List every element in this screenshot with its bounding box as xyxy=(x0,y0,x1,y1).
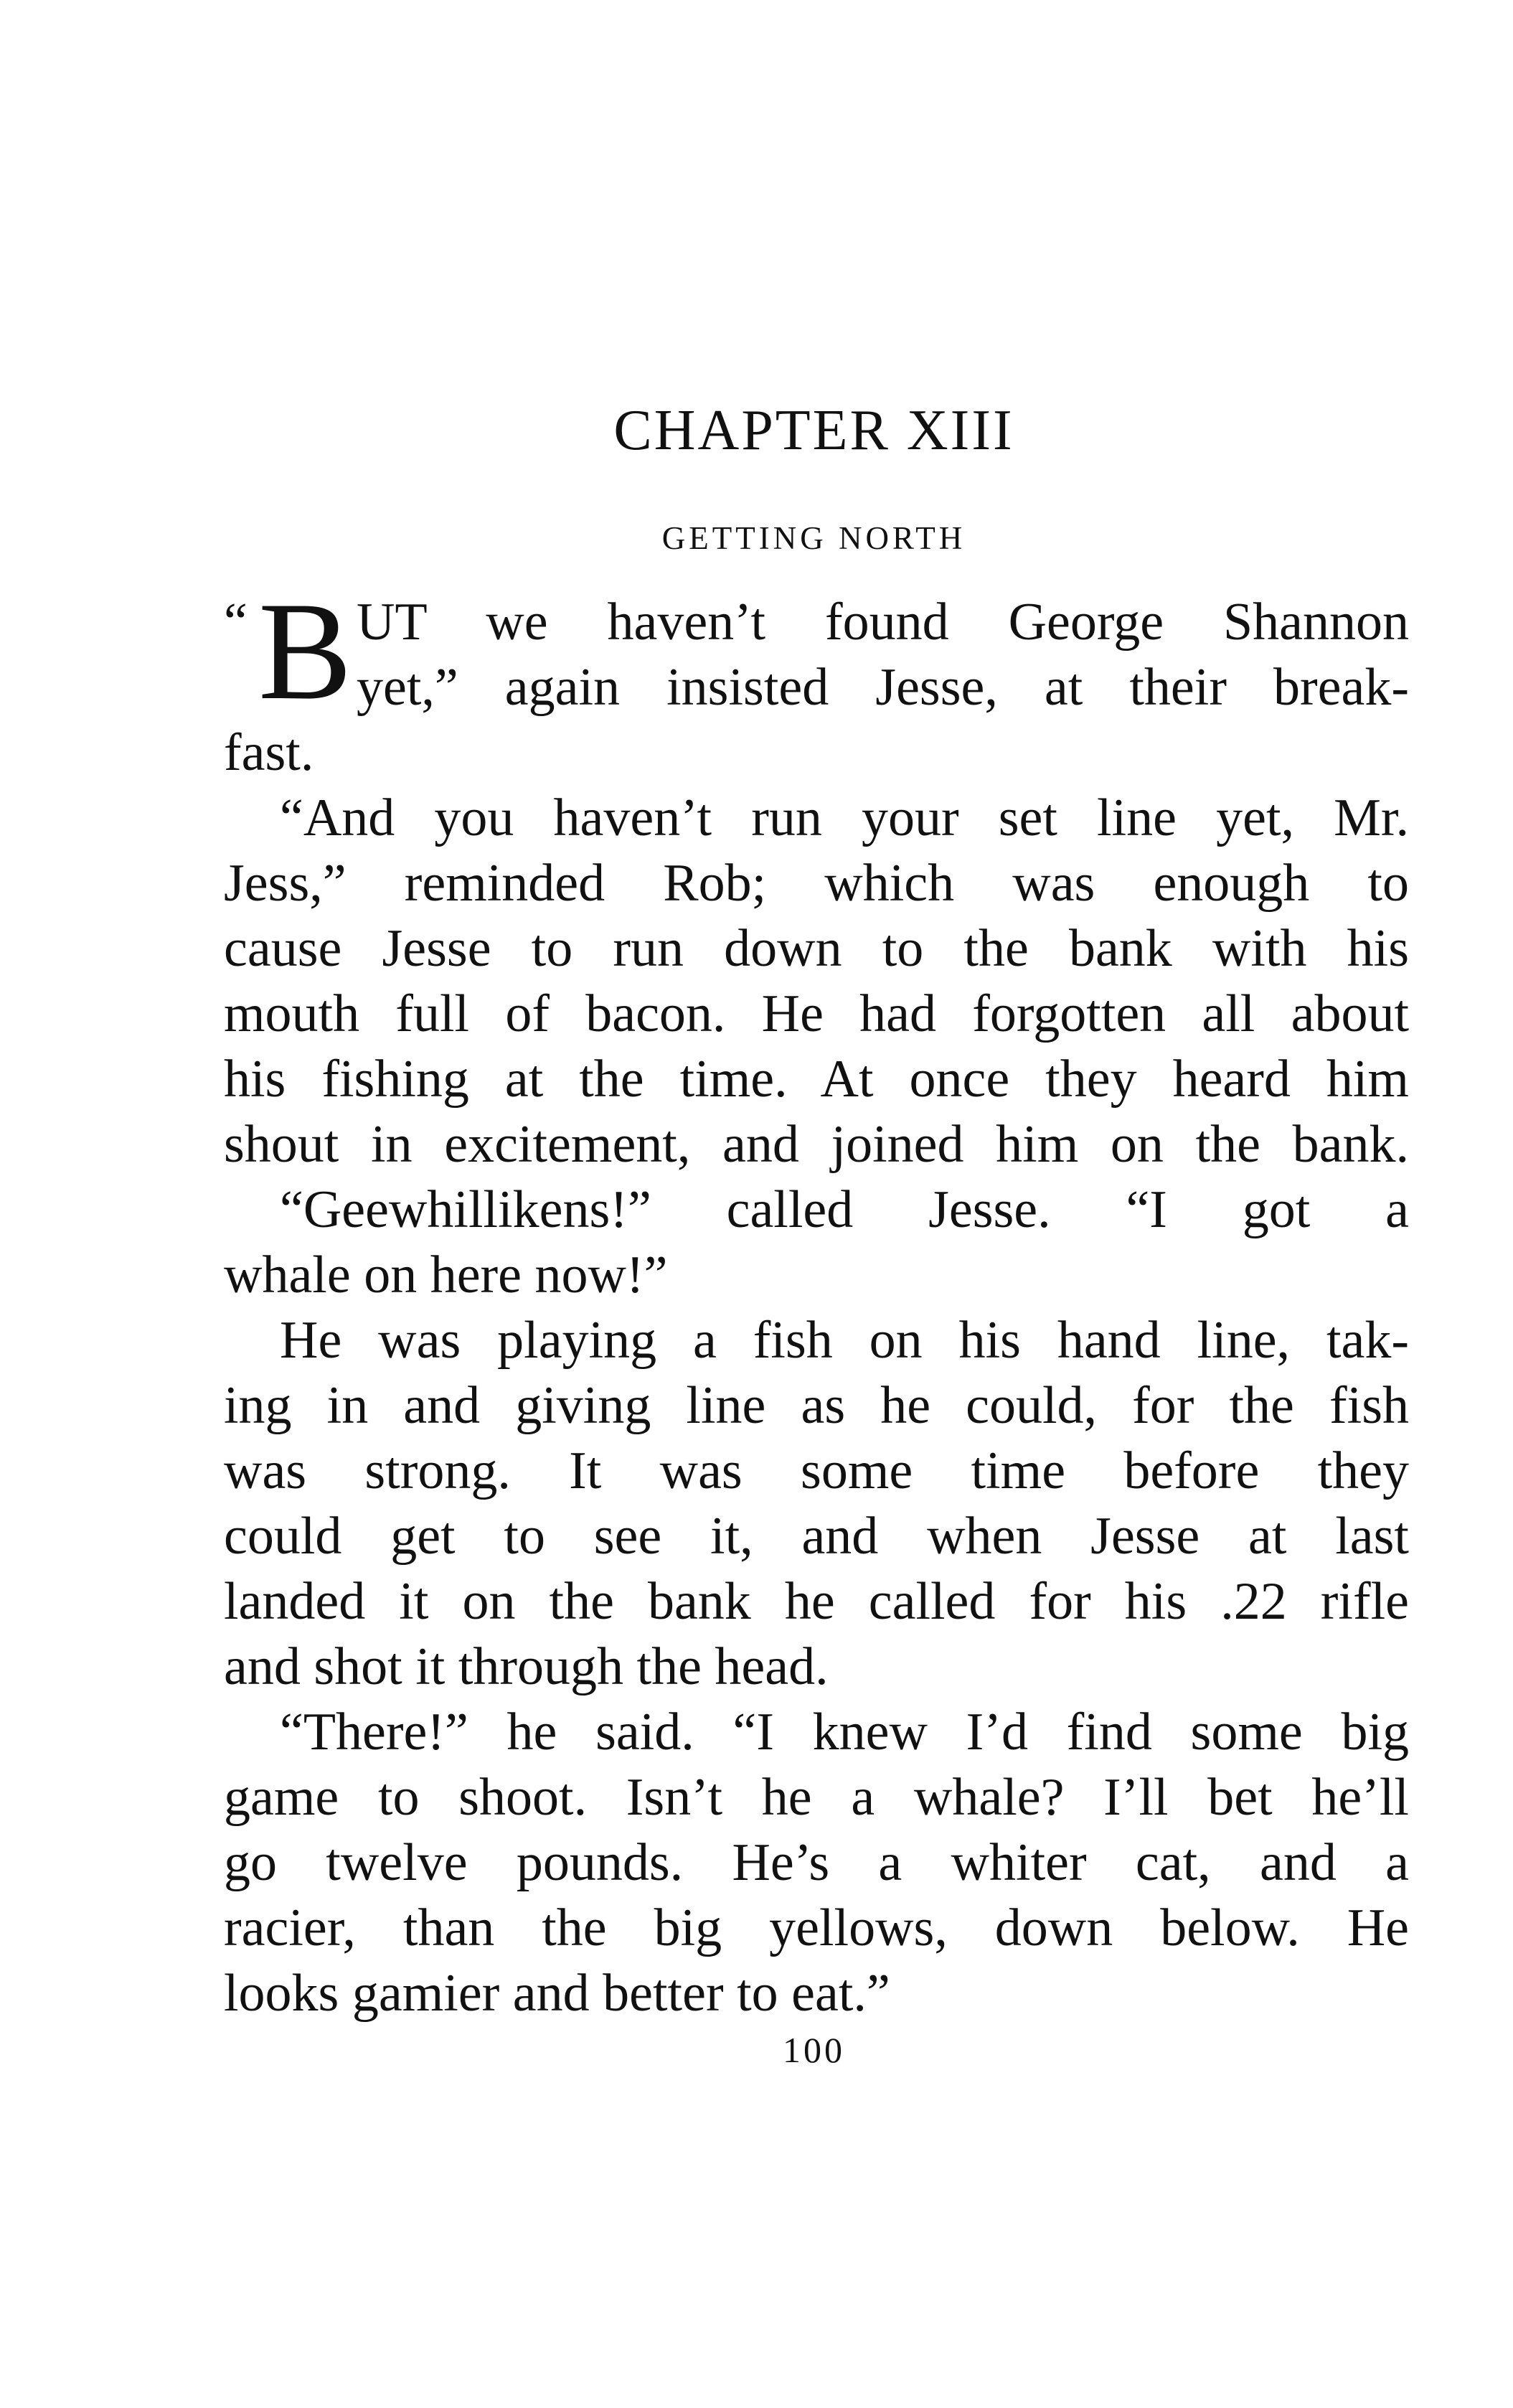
page-number: 100 xyxy=(783,2030,845,2070)
text-line: “Geewhillikens!” called Jesse. “I got a xyxy=(280,1180,1409,1239)
drop-cap: B xyxy=(258,573,352,729)
text-line: landed it on the bank he called for his .22 rifle xyxy=(224,1572,1409,1631)
text-line: whale on here now!” xyxy=(224,1246,668,1304)
text-line: fast. xyxy=(224,723,314,782)
text-line: ing in and giving line as he could, for the fish xyxy=(224,1376,1409,1435)
opening-quote-mark: “ xyxy=(224,593,248,652)
text-line: “There!” he said. “I knew I’d find some big xyxy=(280,1703,1409,1762)
text-line: his fishing at the time. At once they heard him xyxy=(224,1050,1409,1109)
chapter-subtitle: GETTING NORTH xyxy=(661,520,966,556)
body-text xyxy=(224,573,1409,2026)
text-line: racier, than the big yellows, down below. He xyxy=(224,1899,1409,1957)
text-line: “And you haven’t run your set line yet, Mr. xyxy=(280,789,1409,847)
text-line: mouth full of bacon. He had forgotten all about xyxy=(224,984,1409,1043)
text-line: and shot it through the head. xyxy=(224,1637,829,1696)
text-line: Jess,” reminded Rob; which was enough to xyxy=(224,854,1409,913)
text-line: game to shoot. Isn’t he a whale? I’ll bet he’ll xyxy=(224,1768,1409,1827)
text-line: could get to see it, and when Jesse at last xyxy=(224,1507,1409,1566)
chapter-heading: CHAPTER XIII xyxy=(613,399,1014,462)
text-line: go twelve pounds. He’s a whiter cat, and a xyxy=(224,1833,1409,1892)
text-line: shout in excitement, and joined him on the bank. xyxy=(224,1115,1409,1174)
text-line: UT we haven’t found George Shannon xyxy=(357,593,1409,652)
text-line: was strong. It was some time before they xyxy=(224,1441,1409,1500)
text-line: yet,” again insisted Jesse, at their break- xyxy=(357,658,1409,717)
text-line: He was playing a fish on his hand line, tak- xyxy=(280,1311,1409,1370)
text-line: cause Jesse to run down to the bank with his xyxy=(224,919,1409,978)
text-line: looks gamier and better to eat.” xyxy=(224,1964,890,2023)
